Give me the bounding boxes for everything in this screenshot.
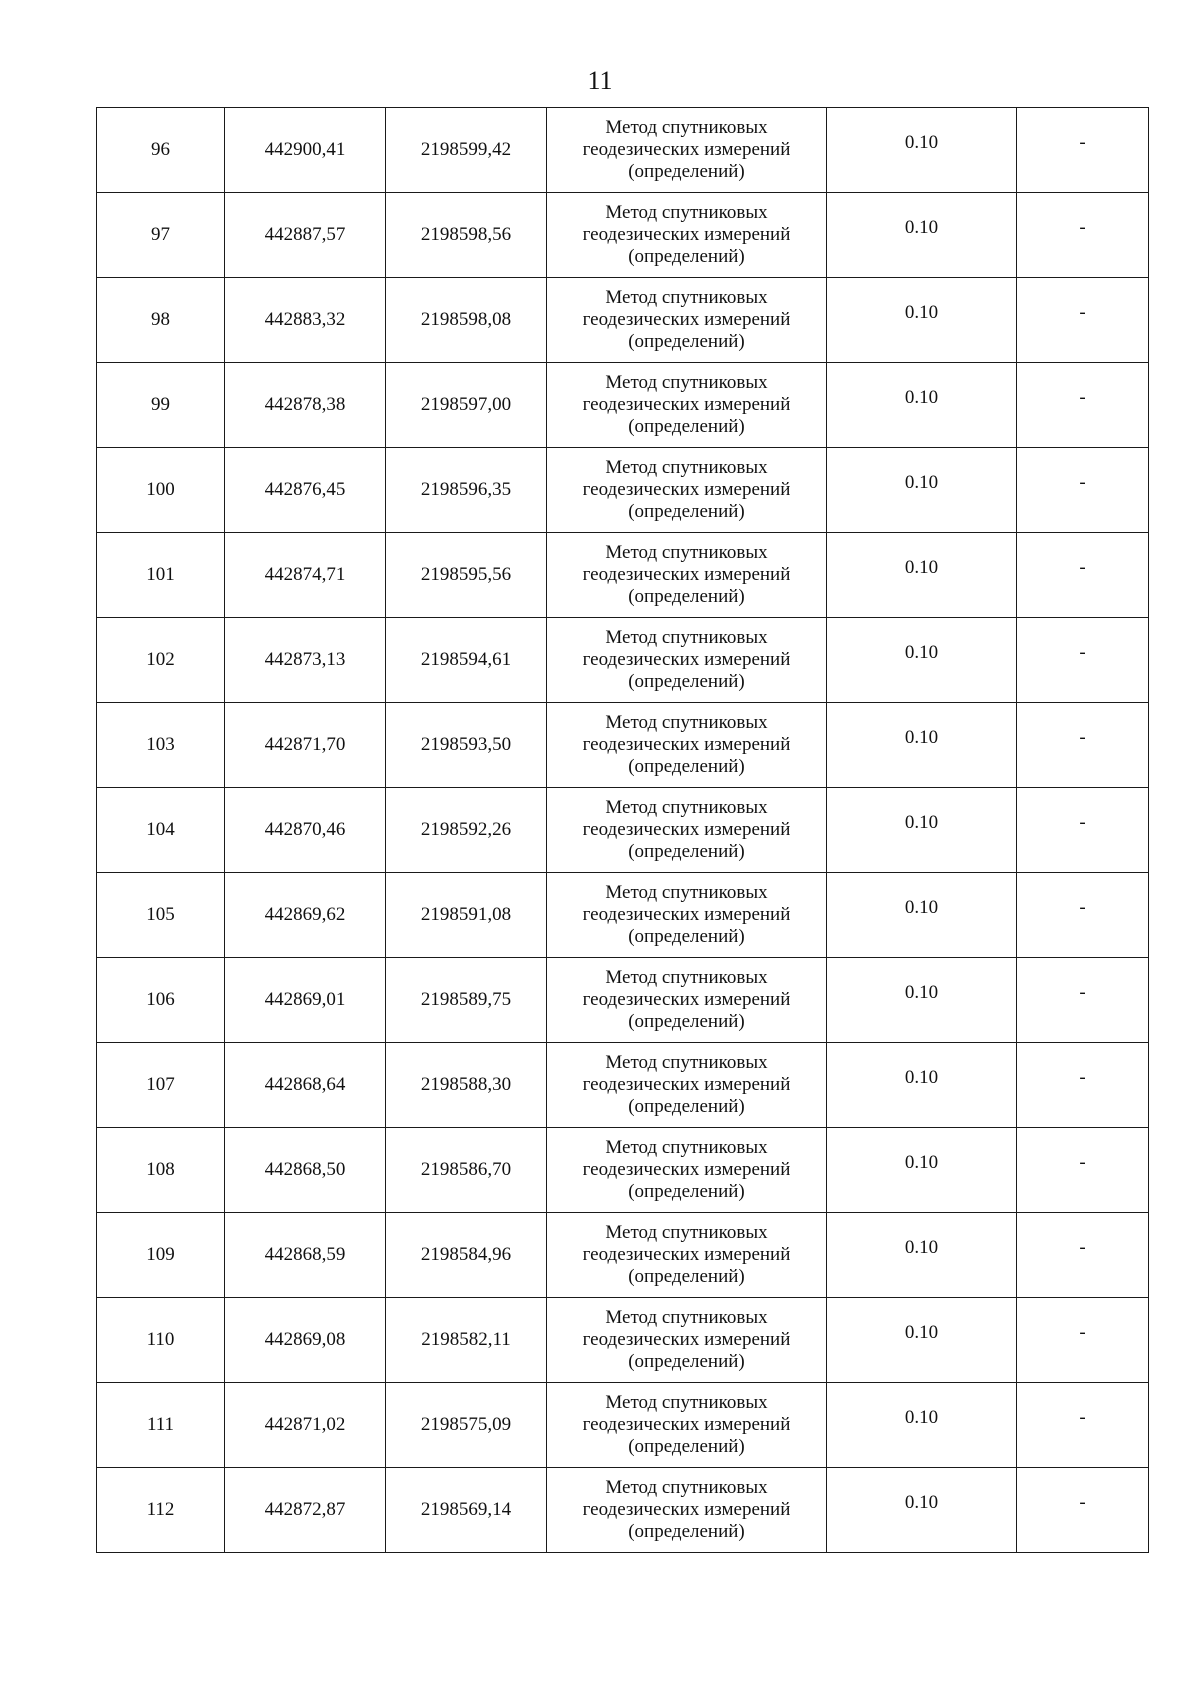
x-coordinate-cell: 442883,32 (225, 278, 386, 363)
note-cell (1017, 618, 1149, 703)
point-number-cell: 102 (97, 618, 225, 703)
accuracy-cell (827, 1468, 1017, 1553)
note-cell-text: - (1079, 217, 1086, 238)
method-line: (определений) (628, 161, 745, 182)
method-line: Метод спутниковых (605, 1477, 768, 1498)
note-cell-text: - (1079, 1237, 1086, 1258)
y-coordinate-cell: 2198596,35 (386, 448, 547, 533)
note-cell-text: - (1079, 1407, 1086, 1428)
y-coordinate-cell: 2198592,26 (386, 788, 547, 873)
method-cell (547, 1383, 827, 1468)
method-line: Метод спутниковых (605, 967, 768, 988)
method-line: (определений) (628, 246, 745, 267)
x-coordinate-cell: 442869,01 (225, 958, 386, 1043)
method-cell (547, 703, 827, 788)
accuracy-cell (827, 108, 1017, 193)
x-coordinate-cell: 442872,87 (225, 1468, 386, 1553)
method-line: (определений) (628, 1266, 745, 1287)
table-row (97, 958, 1149, 1043)
method-line: (определений) (628, 1011, 745, 1032)
method-line: геодезических измерений (582, 734, 791, 755)
note-cell (1017, 1468, 1149, 1553)
note-cell-text: - (1079, 1067, 1086, 1088)
method-line: геодезических измерений (582, 904, 791, 925)
table-body (97, 108, 1149, 1553)
accuracy-cell (827, 873, 1017, 958)
point-number-cell: 104 (97, 788, 225, 873)
method-line: (определений) (628, 1096, 745, 1117)
method-cell (547, 363, 827, 448)
method-line: геодезических измерений (582, 989, 791, 1010)
method-line: геодезических измерений (582, 479, 791, 500)
method-line: (определений) (628, 756, 745, 777)
table-row (97, 108, 1149, 193)
accuracy-cell-text: 0.10 (904, 472, 939, 493)
table-row (97, 1213, 1149, 1298)
method-line: геодезических измерений (582, 819, 791, 840)
accuracy-cell (827, 1043, 1017, 1128)
accuracy-cell-text: 0.10 (904, 1237, 939, 1258)
point-number-cell: 103 (97, 703, 225, 788)
method-line: (определений) (628, 501, 745, 522)
note-cell (1017, 363, 1149, 448)
accuracy-cell-text: 0.10 (904, 982, 939, 1003)
accuracy-cell-text: 0.10 (904, 727, 939, 748)
y-coordinate-cell: 2198569,14 (386, 1468, 547, 1553)
note-cell (1017, 533, 1149, 618)
point-number-cell: 108 (97, 1128, 225, 1213)
method-line: Метод спутниковых (605, 117, 768, 138)
point-number-cell: 101 (97, 533, 225, 618)
note-cell-text: - (1079, 387, 1086, 408)
method-line: геодезических измерений (582, 224, 791, 245)
method-cell (547, 1468, 827, 1553)
method-line: геодезических измерений (582, 1159, 791, 1180)
table-row (97, 1043, 1149, 1128)
table-row (97, 448, 1149, 533)
method-line: геодезических измерений (582, 394, 791, 415)
method-line: (определений) (628, 671, 745, 692)
method-cell (547, 193, 827, 278)
accuracy-cell (827, 278, 1017, 363)
accuracy-cell (827, 448, 1017, 533)
accuracy-cell (827, 363, 1017, 448)
note-cell (1017, 788, 1149, 873)
y-coordinate-cell: 2198584,96 (386, 1213, 547, 1298)
method-cell (547, 958, 827, 1043)
method-cell (547, 788, 827, 873)
y-coordinate-cell: 2198575,09 (386, 1383, 547, 1468)
note-cell-text: - (1079, 642, 1086, 663)
point-number-cell: 109 (97, 1213, 225, 1298)
table-row (97, 1128, 1149, 1213)
accuracy-cell-text: 0.10 (904, 1492, 939, 1513)
note-cell (1017, 193, 1149, 278)
table-row (97, 1383, 1149, 1468)
accuracy-cell-text: 0.10 (904, 1407, 939, 1428)
method-line: (определений) (628, 1181, 745, 1202)
coordinates-table (96, 107, 1149, 1553)
note-cell (1017, 278, 1149, 363)
method-line: геодезических измерений (582, 309, 791, 330)
accuracy-cell (827, 788, 1017, 873)
x-coordinate-cell: 442868,50 (225, 1128, 386, 1213)
method-line: геодезических измерений (582, 1499, 791, 1520)
accuracy-cell-text: 0.10 (904, 217, 939, 238)
method-cell (547, 1213, 827, 1298)
x-coordinate-cell: 442873,13 (225, 618, 386, 703)
y-coordinate-cell: 2198598,08 (386, 278, 547, 363)
x-coordinate-cell: 442900,41 (225, 108, 386, 193)
accuracy-cell (827, 533, 1017, 618)
point-number-cell: 96 (97, 108, 225, 193)
note-cell-text: - (1079, 1322, 1086, 1343)
point-number-cell: 106 (97, 958, 225, 1043)
note-cell-text: - (1079, 812, 1086, 833)
table-row (97, 193, 1149, 278)
point-number-cell: 110 (97, 1298, 225, 1383)
method-line: геодезических измерений (582, 139, 791, 160)
note-cell-text: - (1079, 1492, 1086, 1513)
point-number-cell: 97 (97, 193, 225, 278)
accuracy-cell (827, 1128, 1017, 1213)
accuracy-cell (827, 1298, 1017, 1383)
accuracy-cell (827, 193, 1017, 278)
y-coordinate-cell: 2198588,30 (386, 1043, 547, 1128)
method-cell (547, 448, 827, 533)
point-number-cell: 105 (97, 873, 225, 958)
y-coordinate-cell: 2198582,11 (386, 1298, 547, 1383)
point-number-cell: 99 (97, 363, 225, 448)
accuracy-cell-text: 0.10 (904, 387, 939, 408)
table-row (97, 703, 1149, 788)
table-row (97, 1298, 1149, 1383)
x-coordinate-cell: 442868,59 (225, 1213, 386, 1298)
method-line: (определений) (628, 1521, 745, 1542)
note-cell (1017, 703, 1149, 788)
table-row (97, 618, 1149, 703)
method-cell (547, 1128, 827, 1213)
note-cell-text: - (1079, 302, 1086, 323)
method-line: геодезических измерений (582, 564, 791, 585)
accuracy-cell (827, 958, 1017, 1043)
accuracy-cell (827, 1383, 1017, 1468)
accuracy-cell-text: 0.10 (904, 557, 939, 578)
point-number-cell: 98 (97, 278, 225, 363)
x-coordinate-cell: 442874,71 (225, 533, 386, 618)
table-row (97, 788, 1149, 873)
note-cell (1017, 448, 1149, 533)
method-line: Метод спутниковых (605, 1052, 768, 1073)
x-coordinate-cell: 442878,38 (225, 363, 386, 448)
method-line: Метод спутниковых (605, 287, 768, 308)
y-coordinate-cell: 2198595,56 (386, 533, 547, 618)
y-coordinate-cell: 2198586,70 (386, 1128, 547, 1213)
table-row (97, 533, 1149, 618)
x-coordinate-cell: 442868,64 (225, 1043, 386, 1128)
y-coordinate-cell: 2198594,61 (386, 618, 547, 703)
method-line: Метод спутниковых (605, 797, 768, 818)
note-cell (1017, 108, 1149, 193)
method-cell (547, 1298, 827, 1383)
x-coordinate-cell: 442869,08 (225, 1298, 386, 1383)
page-number: 11 (587, 66, 613, 95)
note-cell (1017, 1298, 1149, 1383)
x-coordinate-cell: 442876,45 (225, 448, 386, 533)
method-line: геодезических измерений (582, 1074, 791, 1095)
method-line: Метод спутниковых (605, 627, 768, 648)
accuracy-cell (827, 618, 1017, 703)
point-number-cell: 111 (97, 1383, 225, 1468)
method-line: Метод спутниковых (605, 882, 768, 903)
y-coordinate-cell: 2198597,00 (386, 363, 547, 448)
accuracy-cell-text: 0.10 (904, 302, 939, 323)
accuracy-cell-text: 0.10 (904, 897, 939, 918)
note-cell-text: - (1079, 727, 1086, 748)
method-line: (определений) (628, 331, 745, 352)
table-row (97, 278, 1149, 363)
x-coordinate-cell: 442871,02 (225, 1383, 386, 1468)
accuracy-cell (827, 703, 1017, 788)
note-cell (1017, 1128, 1149, 1213)
note-cell (1017, 1043, 1149, 1128)
method-line: Метод спутниковых (605, 712, 768, 733)
x-coordinate-cell: 442871,70 (225, 703, 386, 788)
method-line: Метод спутниковых (605, 202, 768, 223)
y-coordinate-cell: 2198593,50 (386, 703, 547, 788)
note-cell (1017, 873, 1149, 958)
note-cell (1017, 1213, 1149, 1298)
method-line: (определений) (628, 841, 745, 862)
method-line: (определений) (628, 1351, 745, 1372)
method-line: геодезических измерений (582, 1244, 791, 1265)
note-cell-text: - (1079, 557, 1086, 578)
accuracy-cell-text: 0.10 (904, 132, 939, 153)
point-number-cell: 107 (97, 1043, 225, 1128)
accuracy-cell (827, 1213, 1017, 1298)
note-cell-text: - (1079, 897, 1086, 918)
accuracy-cell-text: 0.10 (904, 812, 939, 833)
y-coordinate-cell: 2198589,75 (386, 958, 547, 1043)
method-line: (определений) (628, 1436, 745, 1457)
x-coordinate-cell: 442869,62 (225, 873, 386, 958)
accuracy-cell-text: 0.10 (904, 642, 939, 663)
note-cell-text: - (1079, 982, 1086, 1003)
method-line: (определений) (628, 586, 745, 607)
accuracy-cell-text: 0.10 (904, 1067, 939, 1088)
method-line: Метод спутниковых (605, 1307, 768, 1328)
method-cell (547, 278, 827, 363)
accuracy-cell-text: 0.10 (904, 1152, 939, 1173)
note-cell (1017, 958, 1149, 1043)
method-cell (547, 108, 827, 193)
y-coordinate-cell: 2198599,42 (386, 108, 547, 193)
y-coordinate-cell: 2198591,08 (386, 873, 547, 958)
note-cell (1017, 1383, 1149, 1468)
accuracy-cell-text: 0.10 (904, 1322, 939, 1343)
table-row (97, 363, 1149, 448)
method-cell (547, 873, 827, 958)
method-line: (определений) (628, 416, 745, 437)
method-line: (определений) (628, 926, 745, 947)
table-row (97, 873, 1149, 958)
x-coordinate-cell: 442887,57 (225, 193, 386, 278)
point-number-cell: 100 (97, 448, 225, 533)
method-cell (547, 533, 827, 618)
method-line: Метод спутниковых (605, 457, 768, 478)
method-line: Метод спутниковых (605, 1222, 768, 1243)
x-coordinate-cell: 442870,46 (225, 788, 386, 873)
method-line: Метод спутниковых (605, 1392, 768, 1413)
method-cell (547, 1043, 827, 1128)
note-cell-text: - (1079, 132, 1086, 153)
method-line: геодезических измерений (582, 1414, 791, 1435)
method-line: Метод спутниковых (605, 1137, 768, 1158)
method-cell (547, 618, 827, 703)
note-cell-text: - (1079, 1152, 1086, 1173)
note-cell-text: - (1079, 472, 1086, 493)
method-line: геодезических измерений (582, 649, 791, 670)
method-line: геодезических измерений (582, 1329, 791, 1350)
table-row (97, 1468, 1149, 1553)
method-line: Метод спутниковых (605, 372, 768, 393)
y-coordinate-cell: 2198598,56 (386, 193, 547, 278)
point-number-cell: 112 (97, 1468, 225, 1553)
method-line: Метод спутниковых (605, 542, 768, 563)
